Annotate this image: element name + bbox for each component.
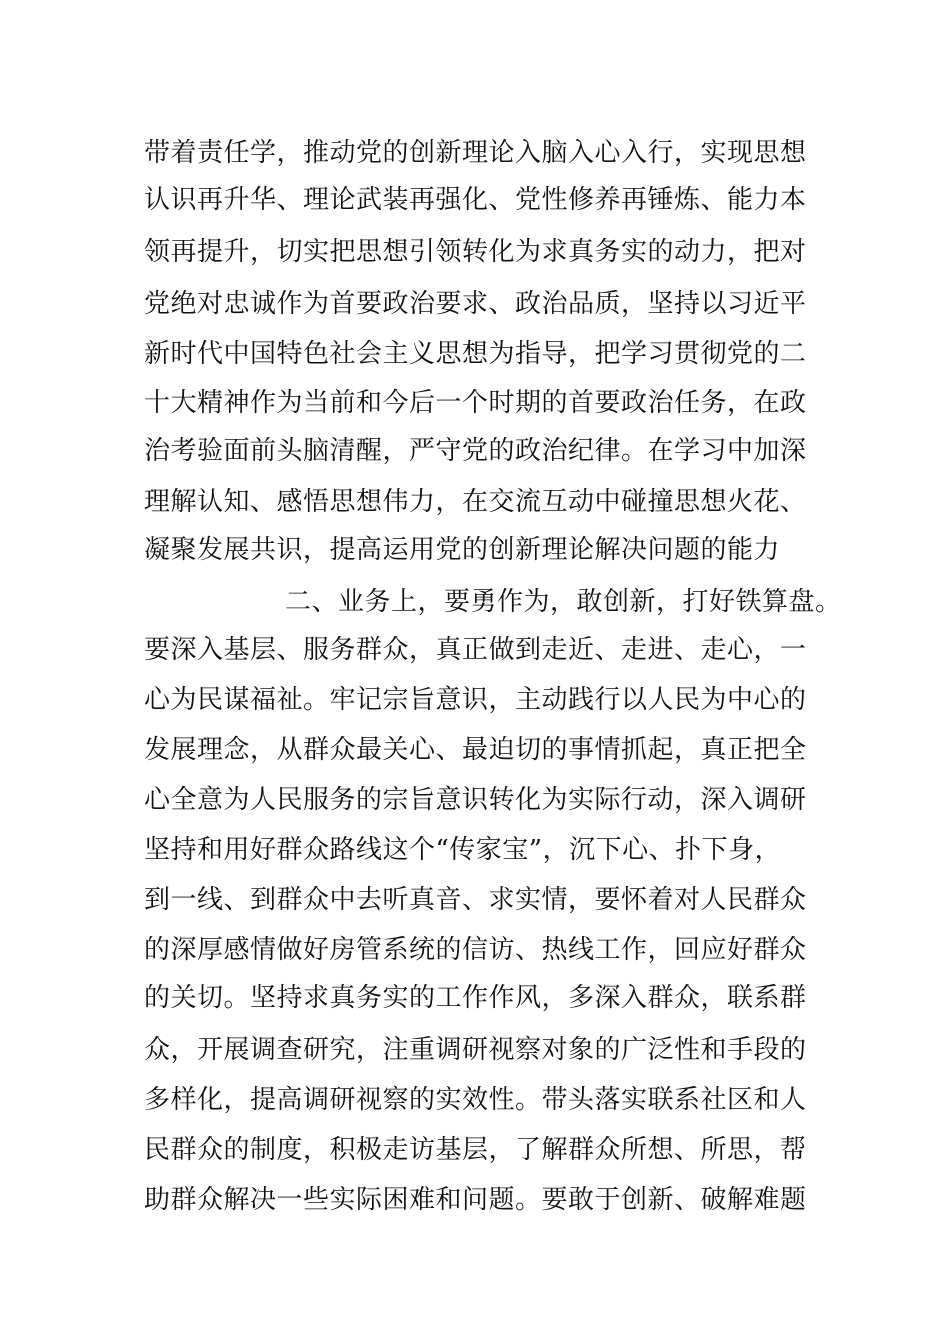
paragraph-line: 发展理念，从群众最关心、最迫切的事情抓起，真正把全 (144, 735, 807, 765)
paragraph-line: 心全意为人民服务的宗旨意识转化为实际行动，深入调研 (144, 785, 807, 815)
paragraph-line: 心为民谋福祉。牢记宗旨意识，主动践行以人民为中心的 (144, 685, 807, 715)
paragraph-line: 理解认知、感悟思想伟力，在交流互动中碰撞思想火花、 (144, 487, 807, 517)
paragraph-line: 多样化，提高调研视察的实效性。带头落实联系社区和人 (144, 1085, 807, 1115)
paragraph-line: 的关切。坚持求真务实的工作作风，多深入群众，联系群 (144, 983, 807, 1013)
paragraph-line: 十大精神作为当前和今后一个时期的首要政治任务，在政 (144, 388, 807, 418)
paragraph-line: 要深入基层、服务群众，真正做到走近、走进、走心，一 (144, 635, 807, 665)
paragraph-line: 坚持和用好群众路线这个“传家宝”，沉下心、扑下身， (144, 835, 782, 865)
paragraph-line: 带着责任学，推动党的创新理论入脑入心入行，实现思想 (144, 138, 807, 168)
section-heading: 二、业务上，要勇作为，敢创新，打好铁算盘。 (285, 587, 842, 617)
paragraph-line: 治考验面前头脑清醒，严守党的政治纪律。在学习中加深 (144, 436, 807, 466)
paragraph-line: 民群众的制度，积极走访基层，了解群众所想、所思，帮 (144, 1135, 807, 1165)
paragraph-line: 认识再升华、理论武装再强化、党性修养再锤炼、能力本 (144, 185, 807, 215)
paragraph-line: 的深厚感情做好房管系统的信访、热线工作，回应好群众 (144, 935, 807, 965)
paragraph-line: 党绝对忠诚作为首要政治要求、政治品质，坚持以习近平 (144, 289, 807, 319)
paragraph-line: 凝聚发展共识，提高运用党的创新理论解决问题的能力 (144, 535, 781, 565)
paragraph-line: 领再提升，切实把思想引领转化为求真务实的动力，把对 (144, 237, 807, 267)
paragraph-line: 助群众解决一些实际困难和问题。要敢于创新、破解难题 (144, 1185, 807, 1215)
paragraph-line: 新时代中国特色社会主义思想为指导，把学习贯彻党的二 (144, 339, 807, 369)
paragraph-line: 到一线、到群众中去听真音、求实情，要怀着对人民群众 (144, 885, 807, 915)
paragraph-line: 众，开展调查研究，注重调研视察对象的广泛性和手段的 (144, 1035, 807, 1065)
